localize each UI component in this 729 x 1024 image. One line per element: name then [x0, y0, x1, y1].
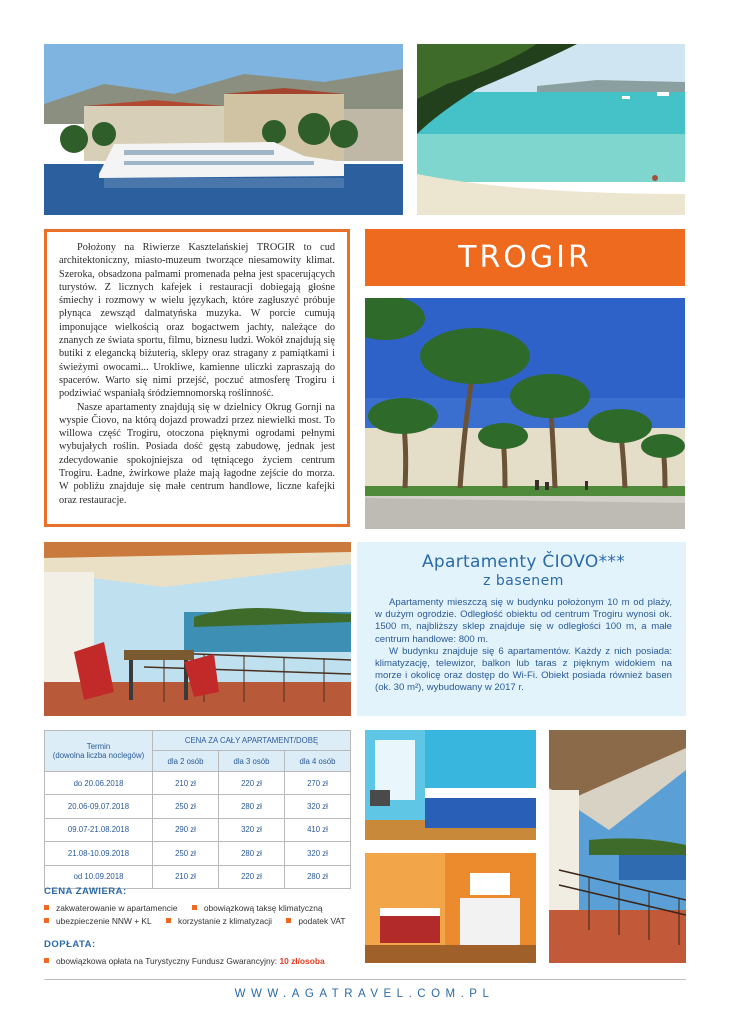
column-header: dla 2 osób: [153, 751, 219, 772]
price-cell: 290 zł: [153, 818, 219, 841]
term-header-line-2: (dowolna liczba noclegów): [52, 751, 145, 760]
bullet-icon: [44, 905, 49, 910]
price-cell: 220 zł: [218, 865, 284, 888]
apartment-name: Apartamenty ČIOVO***: [421, 552, 625, 572]
list-item: [192, 903, 323, 913]
column-header: dla 3 osób: [218, 751, 284, 772]
list-item: [286, 916, 345, 926]
price-cell: 250 zł: [153, 795, 219, 818]
price-cell: 280 zł: [218, 842, 284, 865]
extra-item-text: obowiązkowa opłata na Turystyczny Fundusz Gwarancyjny:: [56, 955, 278, 966]
term-header-line-1: Termin: [86, 742, 111, 751]
price-cell: 320 zł: [284, 842, 350, 865]
table-row: [45, 772, 351, 795]
price-cell: 280 zł: [218, 795, 284, 818]
footer-website-link[interactable]: WWW.AGATRAVEL.COM.PL: [234, 988, 495, 1000]
includes-label: CENA ZAWIERA:: [44, 886, 127, 897]
apartment-info-panel: [357, 542, 686, 716]
intro-text-box: [44, 229, 350, 527]
list-item-text: podatek VAT: [298, 915, 346, 926]
apartment-desc-paragraph-2: W budynku znajduje się 6 apartamentów. Każdy z nich posiada: klimatyzację, telewizor, balkon lub taras z pięknym widokiem na morze i okolicę oraz dostęp do Wi-Fi. Obiekt posiada również basen (ok. 30 m²), wybudowany w 2017 r.: [375, 645, 672, 694]
bullet-icon: [166, 918, 171, 923]
list-item-text: zakwaterowanie w apartamencie: [56, 902, 178, 913]
intro-paragraph-2: Nasze apartamenty znajdują się w dzielnicy Okrug Gornji na wyspie Čiovo, na którą dojazd prowadzi przez niewielki most. To willowa część Trogiru, otoczona pięknymi ogrodami pełnymi wybujałych roślin. Posiada dość gęstą zabudowę, jednak jest zdecydowanie spokojniejsza od tętniącego życiem centrum Trogiru. Ładne, żwirkowe plaże mają łagodne zejście do morza. W pobliżu znajduje się małe centrum handlowe, liczne kafejki oraz restauracje.: [59, 401, 335, 506]
list-item-text: obowiązkową taksę klimatyczną: [203, 902, 323, 913]
list-item: [44, 903, 178, 913]
term-cell: 21.08-10.09.2018: [45, 842, 153, 865]
bullet-icon: [192, 905, 197, 910]
bullet-icon: [44, 958, 49, 963]
photo-beach-bay: [417, 44, 685, 215]
price-cell: 410 zł: [284, 818, 350, 841]
price-cell: 220 zł: [218, 772, 284, 795]
extra-price: 10 zł/osoba: [279, 955, 325, 966]
photo-harbor-yacht: [44, 44, 403, 215]
price-cell: 250 zł: [153, 842, 219, 865]
apartment-description: [375, 597, 672, 695]
price-cell: 320 zł: [284, 795, 350, 818]
price-header: CENA ZA CAŁY APARTAMENT/DOBĘ: [153, 731, 351, 751]
price-table: [44, 730, 351, 889]
list-item: [44, 916, 152, 926]
bullet-icon: [286, 918, 291, 923]
intro-paragraph-1: Położony na Riwierze Kasztelańskiej TROGIR to cud architektoniczny, miasto-muzeum tworzące niesamowity klimat. Szeroka, obsadzona palmami promenada pełna jest spacerujących turystów. Z licznych kafejek i restauracji dobiegają głośne śmiechy i rozmowy w wielu językach, które zagłuszyć próbuje płynąca zewsząd dalmatyńska muzyka. W porcie cumują imponujące wielkością oraz bogactwem jachty, należące do znanych ze świata sportu, filmu, biznesu ludzi. Wokół znajdują się butiki z elegancką biżuterią, sklepy oraz stragany z pamiątkami i świeżymi owocami... Urokliwe, kamienne uliczki zapraszają do spacerów. Warto się nimi przejść, poczuć atmosferę Trogiru i podziwiać wspaniałą śródziemnomorską roślinność.: [59, 242, 335, 400]
price-cell: 210 zł: [153, 865, 219, 888]
extra-label: DOPŁATA:: [44, 939, 96, 950]
table-row: [45, 842, 351, 865]
list-item-text: ubezpieczenie NNW + KL: [56, 915, 152, 926]
photo-bedroom: [365, 730, 536, 840]
includes-row-1: [44, 902, 335, 913]
photo-balcony-sea-view: [549, 730, 686, 963]
photo-terrace-sea-view: [44, 542, 351, 716]
term-cell: 09.07-21.08.2018: [45, 818, 153, 841]
term-cell: od 10.09.2018: [45, 865, 153, 888]
list-item: [44, 956, 325, 966]
price-cell: 320 zł: [218, 818, 284, 841]
photo-bedroom-kitchenette: [365, 853, 536, 963]
term-header: [45, 731, 153, 772]
page-title: TROGIR: [458, 240, 592, 275]
table-row: [45, 865, 351, 888]
term-cell: do 20.06.2018: [45, 772, 153, 795]
photo-palm-promenade: [365, 298, 685, 529]
list-item-text: korzystanie z klimatyzacji: [178, 915, 273, 926]
includes-row-2: [44, 915, 358, 926]
column-header: dla 4 osób: [284, 751, 350, 772]
price-cell: 270 zł: [284, 772, 350, 795]
price-cell: 280 zł: [284, 865, 350, 888]
apartment-desc-paragraph-1: Apartamenty mieszczą się w budynku położonym 10 m od plaży, w dużym ogrodzie. Odległość obiektu od centrum Trogiru wynosi ok. 1500 m, najbliższy sklep znajduje się w odległości 100 m, a małe centrum handlowe: 800 m.: [375, 597, 672, 645]
extra-row: [44, 955, 337, 966]
footer-divider: [44, 979, 686, 980]
table-row: [45, 818, 351, 841]
term-cell: 20.06-09.07.2018: [45, 795, 153, 818]
price-cell: 210 zł: [153, 772, 219, 795]
bullet-icon: [44, 918, 49, 923]
table-row: [45, 795, 351, 818]
list-item: [166, 916, 272, 926]
apartment-subtitle: z basenem: [483, 573, 564, 589]
title-bar: [365, 229, 685, 286]
